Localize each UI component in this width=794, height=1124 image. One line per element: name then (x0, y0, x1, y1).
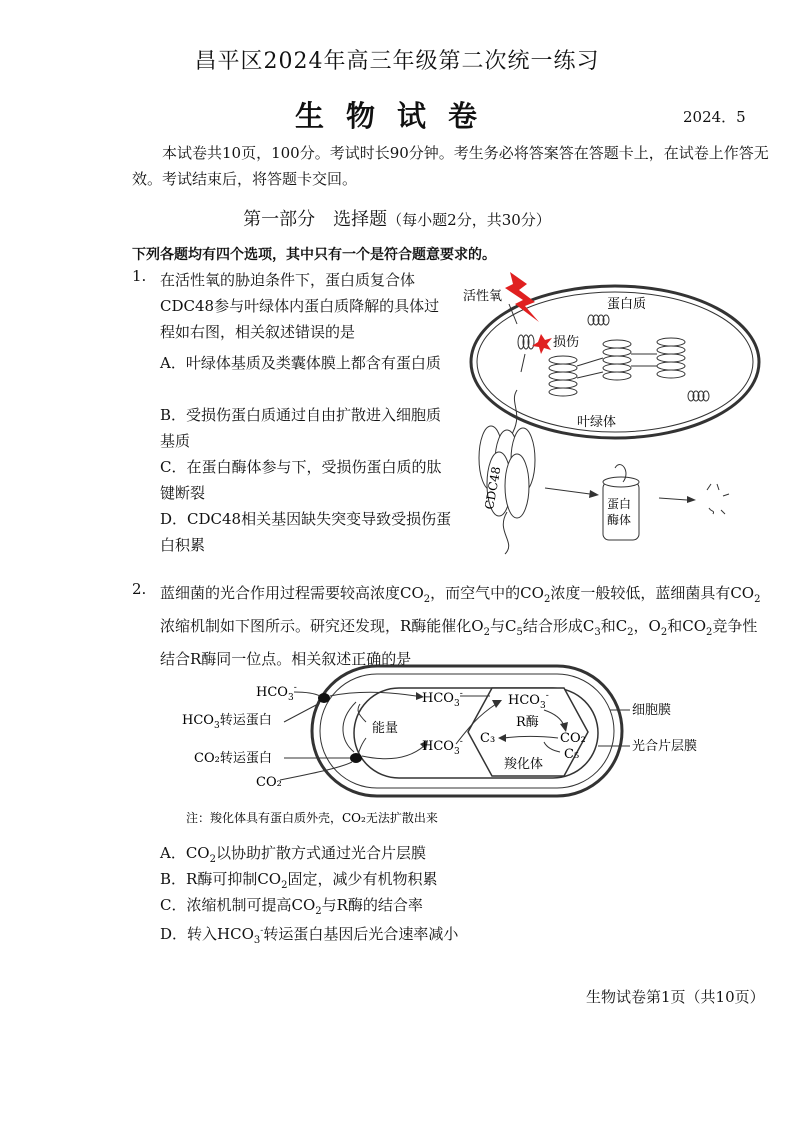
protein-coil-top (588, 315, 609, 325)
q2-stem-sub: 2 (423, 594, 431, 605)
q2-stem (160, 580, 772, 672)
co2-entry-path (280, 762, 352, 780)
part1-heading (0, 205, 794, 231)
q2-option-b-text: B．R酶可抑制CO (160, 870, 282, 888)
hco3-carboxysome-label: $HCO_3^-$ (508, 691, 549, 711)
q2-option-c-text: C．浓缩机制可提高CO (160, 896, 316, 914)
q1-option-a: A．叶绿体基质及类囊体膜上都含有蛋白质 (160, 354, 441, 372)
proteasome-label-1: 蛋白 (607, 497, 632, 511)
thylakoid-label: 光合片层膜 (632, 739, 698, 754)
q2-stem-sub: 2 (660, 627, 668, 638)
export-arrow (521, 354, 525, 372)
exam-date: 2024．5 (683, 108, 746, 126)
co2-outside-label: CO₂ (256, 775, 282, 790)
peptide-fragments (707, 484, 729, 514)
q2-option-d-sub: 3 (253, 935, 261, 946)
q2-option-d (160, 918, 458, 954)
q1-option-b: B．受损伤蛋白质通过自由扩散进入细胞质基质 (160, 406, 442, 450)
hco3-inner-label: $HCO_3^-$ (422, 689, 463, 709)
protein-label: 蛋白质 (607, 297, 647, 312)
co2-transporter-label: CO₂转运蛋白 (194, 751, 272, 766)
to-fragments-arrow (659, 498, 687, 500)
cdc48-label: CDC48 (482, 465, 504, 511)
c5-label: C₅ (564, 747, 580, 762)
damage-burst-icon (532, 334, 552, 354)
hco3-low-label: $HCO_3^-$ (422, 737, 463, 757)
co2-to-hco3-arrow (362, 746, 424, 759)
subject-title: 生物试卷 (294, 99, 499, 133)
damaged-protein-coil (518, 335, 534, 349)
q2-option-a-text: 以协助扩散方式通过光合片层膜 (215, 844, 426, 862)
q2-stem-sub: 5 (516, 627, 523, 638)
damage-label: 损伤 (553, 335, 580, 350)
to-proteasome-arrow (545, 488, 590, 494)
q2-stem-part: 浓度一般较低，蓝细菌具有CO (550, 584, 755, 602)
cdc48-tail (503, 512, 508, 554)
q2-stem-sub: 2 (543, 594, 551, 605)
carboxysome-label: 羧化体 (504, 757, 544, 772)
proteasome (603, 482, 639, 540)
q2-stem-sub: 2 (754, 594, 761, 605)
q2-stem-sub: 3 (594, 627, 601, 638)
energy-label: 能量 (372, 721, 399, 736)
q2-stem-part: 和C (600, 617, 628, 635)
hco3-outside-label: $HCO_3^-$ (256, 683, 297, 703)
membrane-label: 细胞膜 (632, 703, 672, 718)
part1-instruction: 下列各题均有四个选项，其中只有一个是符合题意要求的。 (132, 247, 496, 263)
q2-option-b-sub: 2 (281, 880, 288, 891)
q2-stem-part: ，O (633, 617, 661, 635)
q1-stem: 在活性氧的胁迫条件下，蛋白质复合体CDC48参与叶绿体内蛋白质降解的具体过程如右图，相关叙述错误的是 (160, 271, 440, 341)
q2-stem-part: 蓝细菌的光合作用过程需要较高浓度CO (160, 584, 424, 602)
part1-note: （每小题2分，共30分） (387, 211, 551, 229)
lightning-icon (505, 272, 539, 322)
q2-option-b-text: 固定，减少有机物积累 (287, 870, 438, 888)
part1-title: 第一部分 选择题 (243, 209, 388, 230)
q2-stem-sub: 2 (706, 627, 713, 638)
c3-label: C₃ (480, 731, 496, 746)
q2-stem-part: 与C (489, 617, 517, 635)
q2-option-c-text: 与R酶的结合率 (321, 896, 423, 914)
q2-option-d-text: D．转入HCO (160, 925, 254, 943)
q2-stem-part: 结合形成C (522, 617, 595, 635)
proteasome-top (603, 477, 639, 487)
to-fragments-arrowhead (687, 496, 696, 503)
q2-stem-part: ，而空气中的CO (430, 584, 544, 602)
q1-figure (455, 262, 775, 562)
q2-stem-sub: 2 (627, 627, 634, 638)
hco3-transporter-dot (318, 693, 330, 703)
figure-note: 注：羧化体具有蛋白质外壳，CO₂无法扩散出来 (186, 811, 438, 825)
q2-stem-part: 浓缩机制如下图所示。研究还发现，R酶能催化O (160, 617, 484, 635)
q2-option-d-text: 转运蛋白基因后光合速率减小 (263, 925, 459, 943)
exam-title: 昌平区2024年高三年级第二次统一练习 (194, 49, 600, 74)
grana-2 (603, 340, 631, 380)
q2-stem-part: 竞争性结合R酶同一位点。相关叙述正确的是 (160, 617, 758, 668)
grana-1 (549, 356, 577, 396)
ros-label: 活性氧 (463, 289, 503, 304)
proteasome-label-2: 酶体 (607, 513, 632, 527)
chloroplast-label: 叶绿体 (577, 415, 617, 430)
grana-3 (657, 338, 685, 378)
co2-transporter-dot (350, 753, 362, 763)
hco3-entry-path (294, 692, 320, 696)
protein-coil-right (688, 391, 709, 401)
to-proteasome-arrowhead (589, 490, 599, 498)
energy-arrow-bottom (358, 738, 366, 754)
q2-option-c-sub: 2 (315, 906, 322, 917)
q1-option-d: D．CDC48相关基因缺失突变导致受损伤蛋白积累 (160, 510, 452, 554)
q2-figure (160, 662, 720, 832)
hco3-transporter-label: $HCO_3$转运蛋白 (182, 713, 272, 731)
q2-option-a-text: A．CO (160, 844, 210, 862)
q2-option-a-sub: 2 (209, 854, 216, 865)
q2-stem-part: 和CO (667, 617, 707, 635)
intro-paragraph: 本试卷共10页，100分。考试时长90分钟。考生务必将答案答在答题卡上，在试卷上作答无效。考试结束后，将答题卡交回。 (132, 144, 769, 188)
q2-number: 2. (132, 580, 147, 598)
q2-stem-sub: 2 (483, 627, 490, 638)
co2-carboxysome-label: CO₂ (560, 731, 586, 746)
renzyme-label: R酶 (516, 715, 539, 730)
q1-number: 1. (132, 267, 147, 285)
chloroplast-inner-membrane (477, 292, 753, 432)
q2-option-d-sup: - (260, 926, 264, 936)
q1-option-c: C．在蛋白酶体参与下，受损伤蛋白质的肽键断裂 (160, 458, 442, 502)
page-footer: 生物试卷第1页（共10页） (586, 988, 765, 1006)
